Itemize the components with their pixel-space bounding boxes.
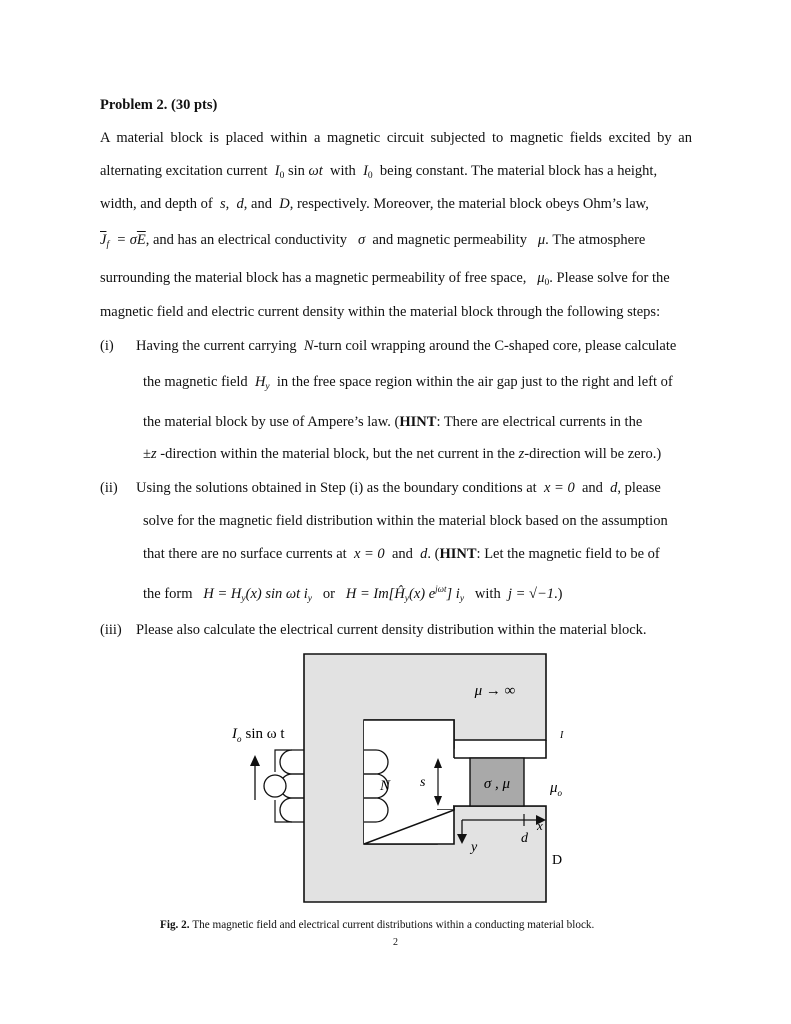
page-number: 2 xyxy=(393,937,398,948)
step-2-line-3: that there are no surface currents at x = 0 and d. (HINT: Let the magnetic field to be of xyxy=(143,546,660,562)
step-1-line-2: the magnetic field $H_y$ in the free space region within the air gap just to the right and left of xyxy=(143,374,673,392)
step-1-line-1: Having the current carrying N-turn coil wrapping around the C-shaped core, please calculate xyxy=(136,338,677,354)
intro-line-5: surrounding the material block has a magnetic permeability of free space, $\mu_0$. Please solve for the xyxy=(100,270,670,288)
height-label: s xyxy=(420,775,426,790)
x-axis-label: x xyxy=(537,818,543,833)
step-3-number: (iii) xyxy=(100,622,122,638)
current-direction-arrow-icon xyxy=(250,755,260,766)
free-space-label: $\mu_o$ xyxy=(550,780,563,798)
step-2-number: (ii) xyxy=(100,480,118,496)
current-source-icon xyxy=(264,775,286,797)
magnetic-circuit-figure xyxy=(200,650,580,910)
y-axis-label: y xyxy=(471,840,478,855)
step-2-line-2: solve for the magnetic field distribution within the material block based on the assumption xyxy=(143,513,668,529)
step-1-line-3: the material block by use of Ampere’s law. (HINT: There are electrical currents in the xyxy=(143,414,643,430)
depth-label: D xyxy=(552,853,563,868)
intro-line-1: A material block is placed within a magnetic circuit subjected to magnetic fields excited by an xyxy=(100,130,692,146)
step-2-line-4: the form $H = H_y(x)$ sin ωt $i_y$ or $H = Im[Ĥ_y(x)$ $e^{j\omega t}$] $i_y$ with j = √−1.) xyxy=(143,584,563,604)
source-label: $I_o$ sin ω t xyxy=(232,726,285,744)
intro-line-4: $\overline{J}_f = \sigma\overline{E}$, and has an electrical conductivity σ and magnetic permeability μ. The atmosphere xyxy=(100,232,646,250)
block-label: σ , μ xyxy=(483,776,511,792)
problem-title: Problem 2. (30 pts) xyxy=(100,97,218,113)
step-1-number: (i) xyxy=(100,338,114,354)
intro-line-2: alternating excitation current $I_0$ sin ωt with $I_0$ being constant. The material block has a height, xyxy=(100,163,658,181)
core-permeability-label: μ → ∞ xyxy=(474,683,516,699)
turns-label: N xyxy=(380,778,391,794)
edge-mark: I xyxy=(560,730,564,741)
step-3-line-1: Please also calculate the electrical current density distribution within the material block. xyxy=(136,622,647,638)
step-2-line-1: Using the solutions obtained in Step (i) as the boundary conditions at x = 0 and d, please xyxy=(136,480,661,496)
width-label: d xyxy=(521,831,528,846)
intro-line-3: width, and depth of s, d, and D, respectively. Moreover, the material block obeys Ohm’s law, xyxy=(100,196,649,212)
figure-caption: Fig. 2. The magnetic field and electrical current distributions within a conducting material block. xyxy=(160,919,595,931)
step-1-line-4: ±z -direction within the material block, but the net current in the z-direction will be zero.) xyxy=(143,446,662,462)
intro-line-6: magnetic field and electric current density within the material block through the following steps: xyxy=(100,304,661,320)
